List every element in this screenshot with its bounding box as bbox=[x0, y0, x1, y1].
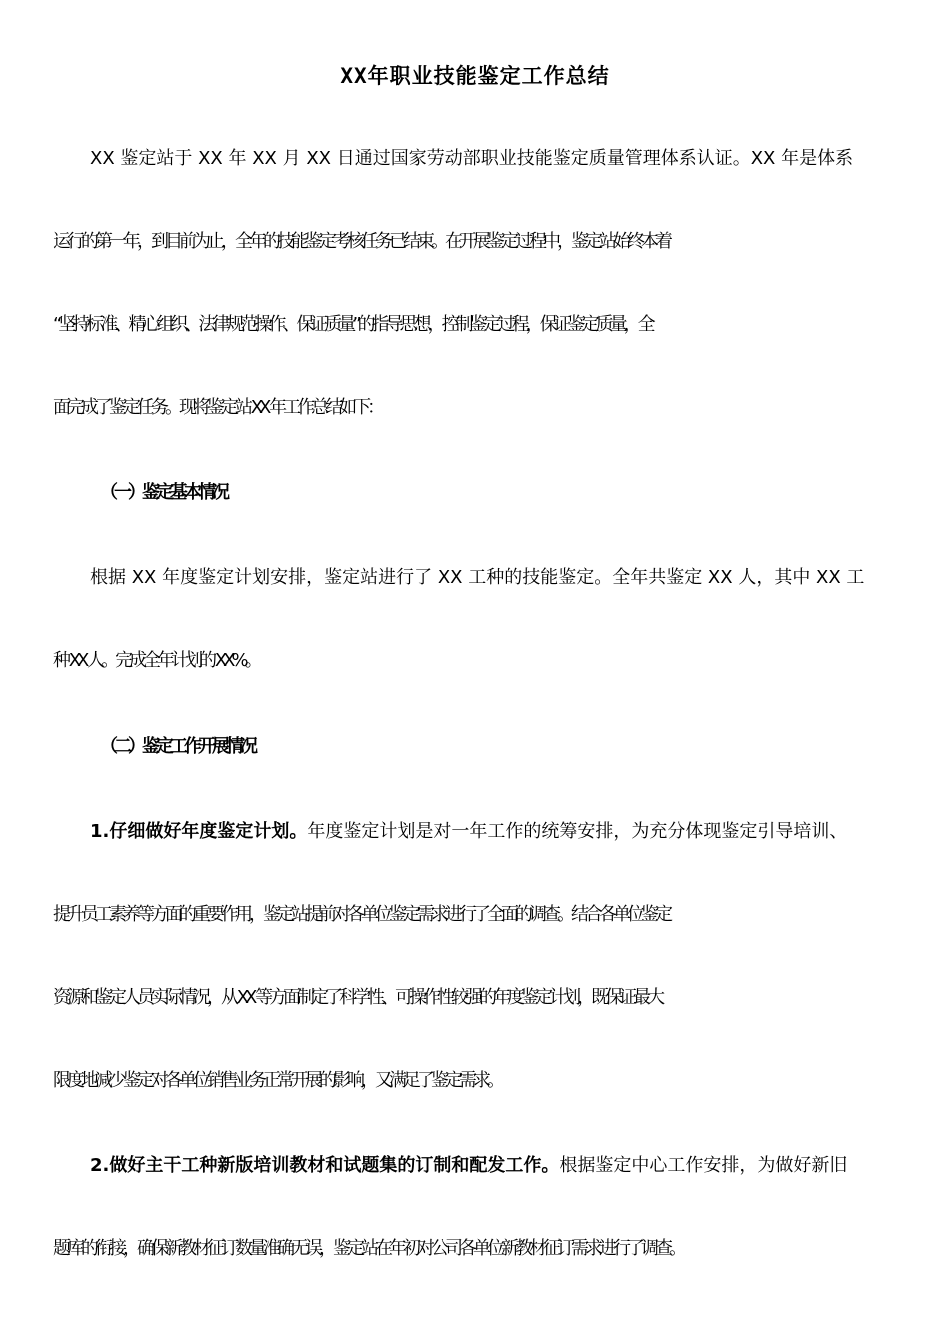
intro-line-4: 面完成了鉴定任务。现将鉴定站 XX 年工作总结如下： bbox=[53, 397, 382, 418]
document-title: XX年职业技能鉴定工作总结 bbox=[340, 64, 610, 88]
intro-line-3: “坚持标准、精心组织、法律规范操作、保证质量”的指导思想，控制鉴定过程，保证鉴定质量，全 bbox=[53, 314, 652, 335]
item-2-lead: 2.做好主干工种新版培训教材和试题集的订制和配发工作。 bbox=[90, 1155, 560, 1176]
section-1-heading: （一）鉴定基本情况 bbox=[100, 482, 226, 503]
item-1-lead: 1.仔细做好年度鉴定计划。 bbox=[90, 821, 308, 842]
item-1-line-4: 限度地减少鉴定对各单位销售业务正常开展的影响，又满足了鉴定需求。 bbox=[53, 1070, 501, 1091]
item-2-line-1-text: 根据鉴定中心工作安排，为做好新旧 bbox=[559, 1155, 848, 1176]
section-1-line-2: 种 XX 人。完成全年计划的 XX%。 bbox=[53, 650, 259, 671]
item-1-line-1-text: 年度鉴定计划是对一年工作的统筹安排，为充分体现鉴定引导培训、 bbox=[307, 821, 848, 842]
section-2-heading: （二）鉴定工作开展情况 bbox=[100, 736, 254, 757]
item-1-line-3: 资源和鉴定人员实际情况，从 XX 等方面制定了科学性、可操作性较强的年度鉴定计划，既保证最大 bbox=[53, 987, 662, 1008]
intro-line-2: 运行的第一年，到目前为止，全年的技能鉴定考核任务已结束。在开展鉴定过程中，鉴定站始终本着 bbox=[53, 231, 669, 252]
item-2-line-1 bbox=[90, 1153, 910, 1179]
intro-line-1: XX 鉴定站于 XX 年 XX 月 XX 日通过国家劳动部职业技能鉴定质量管理体系认证。XX 年是体系 bbox=[90, 148, 854, 169]
item-1-line-2: 提升员工素养等方面的重要作用，鉴定站提前对各单位鉴定需求进行了全面的调查。结合各单位鉴定 bbox=[53, 904, 669, 925]
section-1-line-1: 根据 XX 年度鉴定计划安排，鉴定站进行了 XX 工种的技能鉴定。全年共鉴定 XX 人，其中 XX 工 bbox=[90, 567, 865, 588]
item-1-line-1 bbox=[90, 819, 910, 845]
item-2-line-2: 题库的衔接，确保新教材征订数量准确无误，鉴定站在年初对公司各单位新教材征订需求进行了调查。 bbox=[53, 1238, 683, 1259]
